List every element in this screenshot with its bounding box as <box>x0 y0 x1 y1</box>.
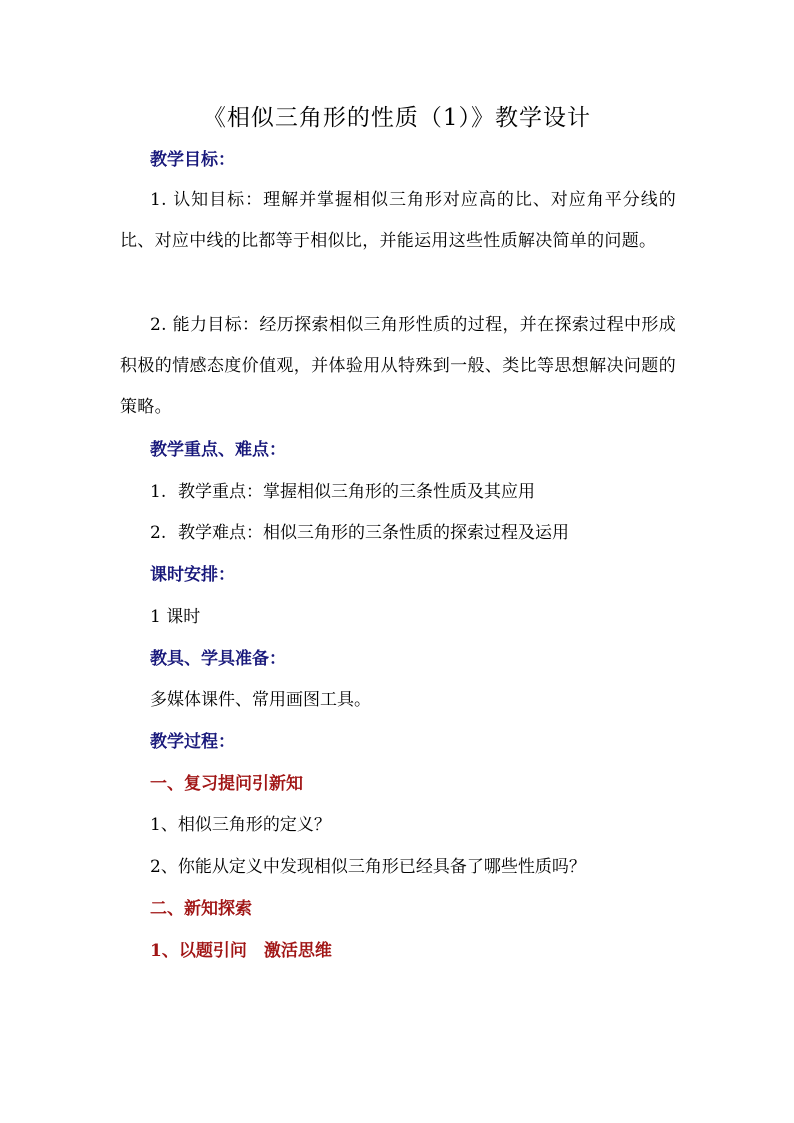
difficulty-point-text: 教学难点：相似三角形的三条性质的探索过程及运用 <box>178 523 569 543</box>
document-title: 《相似三角形的性质（1）》教学设计 <box>202 105 592 131</box>
tools-value: 多媒体课件、常用画图工具。 <box>150 690 371 710</box>
key-point-item <box>150 480 535 504</box>
difficulty-point-number: 2. <box>150 523 167 543</box>
objective-cognitive: 1. 认知目标：理解并掌握相似三角形对应高的比、对应角平分线的比、对应中线的比都等于相似比，并能运用这些性质解决简单的问题。 <box>120 190 676 251</box>
difficulty-point-item <box>150 521 569 545</box>
key-points-heading: 教学重点、难点： <box>150 440 286 460</box>
key-point-number: 1. <box>150 482 167 502</box>
schedule-value: 1 课时 <box>150 607 201 627</box>
section1-question-2: 2、你能从定义中发现相似三角形已经具备了哪些性质吗？ <box>150 857 586 877</box>
schedule-heading: 课时安排： <box>150 565 235 585</box>
process-heading: 教学过程： <box>150 732 235 752</box>
key-point-text: 教学重点：掌握相似三角形的三条性质及其应用 <box>178 482 535 502</box>
section1-heading: 一、复习提问引新知 <box>150 774 303 794</box>
objective-ability: 2. 能力目标：经历探索相似三角形性质的过程，并在探索过程中形成积极的情感态度价值观，并体验用从特殊到一般、类比等思想解决问题的策略。 <box>120 315 676 417</box>
section2-heading: 二、新知探索 <box>150 899 252 919</box>
tools-heading: 教具、学具准备： <box>150 649 286 669</box>
section1-question-1: 1、相似三角形的定义？ <box>150 815 331 835</box>
objectives-heading: 教学目标： <box>150 150 235 170</box>
section2-subheading-1: 1、以题引问 激活思维 <box>150 941 332 961</box>
